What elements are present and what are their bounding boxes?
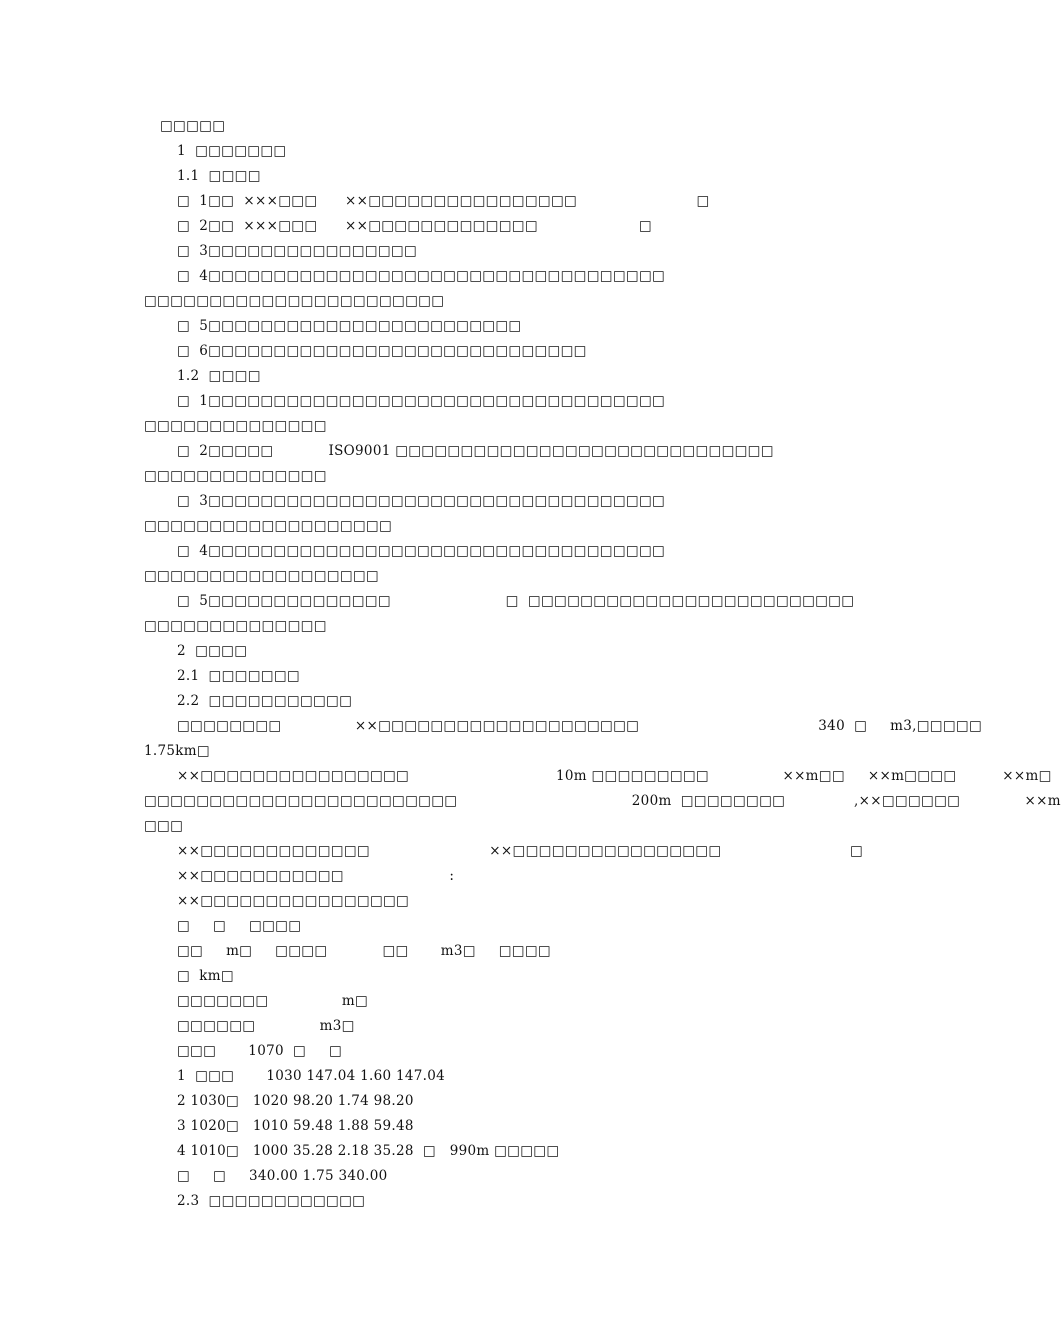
text-line: □□□□□□□□□□□□□□□□□□□	[144, 518, 393, 534]
text-line: □ 5□□□□□□□□□□□□□□□□□□□□□□□□	[177, 318, 522, 334]
text-line: 4 1010□ 1000 35.28 2.18 35.28 □ 990m □□□□□	[177, 1143, 560, 1159]
text-line: □□□	[144, 818, 184, 834]
text-line: 3 1020□ 1010 59.48 1.88 59.48	[177, 1118, 414, 1134]
text-line: □□□□□□ m3□	[177, 1018, 355, 1034]
text-line: □□□□□□□□□□□□□□	[144, 418, 327, 434]
text-line: □□□□□□□□□□□□□□□□□□□□□□□	[144, 293, 445, 309]
text-line: □□□□□□□ m□	[177, 993, 369, 1009]
text-line: 2.3 □□□□□□□□□□□□	[177, 1193, 366, 1209]
text-line: □ 4□□□□□□□□□□□□□□□□□□□□□□□□□□□□□□□□□□□	[177, 543, 666, 559]
text-line: □ 3□□□□□□□□□□□□□□□□□□□□□□□□□□□□□□□□□□□	[177, 493, 666, 509]
text-line: □□□ 1070 □ □	[177, 1043, 343, 1059]
text-line: 1.75km□	[144, 743, 210, 759]
text-line: 2 1030□ 1020 98.20 1.74 98.20	[177, 1093, 414, 1109]
text-line: ××□□□□□□□□□□□□□ ××□□□□□□□□□□□□□□□□ □	[177, 843, 864, 859]
text-line: 1 □□□□□□□	[177, 143, 287, 159]
text-line: □ 5□□□□□□□□□□□□□□ □ □□□□□□□□□□□□□□□□□□□□□□□□□	[177, 593, 855, 609]
text-line: ××□□□□□□□□□□□□□□□□	[177, 893, 410, 909]
text-line: □ 1□□□□□□□□□□□□□□□□□□□□□□□□□□□□□□□□□□□	[177, 393, 666, 409]
text-line: □□□□□□□□□□□□□□□□□□□□□□□□ 200m □□□□□□□□ ,××□□□□□□ ××m	[144, 793, 1061, 809]
text-line: □□□□□□□□□□□□□□	[144, 468, 327, 484]
text-line: □ km□	[177, 968, 234, 984]
text-line: □□□□□□□□□□□□□□	[144, 618, 327, 634]
text-line: 1.2 □□□□	[177, 368, 261, 384]
text-line: □ 1□□ ×××□□□ ××□□□□□□□□□□□□□□□□ □	[177, 193, 710, 209]
text-line: □ 2□□□□□ ISO9001 □□□□□□□□□□□□□□□□□□□□□□□□□□□□□	[177, 443, 774, 459]
text-line: 2 □□□□	[177, 643, 248, 659]
text-line: 2.2 □□□□□□□□□□□	[177, 693, 353, 709]
text-line: □ 4□□□□□□□□□□□□□□□□□□□□□□□□□□□□□□□□□□□	[177, 268, 666, 284]
text-line: 1.1 □□□□	[177, 168, 261, 184]
text-line: 1 □□□ 1030 147.04 1.60 147.04	[177, 1068, 446, 1084]
text-line: 2.1 □□□□□□□	[177, 668, 300, 684]
text-line: □□□□□	[160, 118, 226, 134]
text-line: □ □ 340.00 1.75 340.00	[177, 1168, 388, 1184]
text-line: □□□□□□□□ ××□□□□□□□□□□□□□□□□□□□□ 340 □ m3,□□□□□	[177, 718, 983, 734]
text-line: □ □ □□□□	[177, 918, 302, 934]
text-line: □□ m□ □□□□ □□ m3□ □□□□	[177, 943, 551, 959]
text-line: ××□□□□□□□□□□□□□□□□ 10m □□□□□□□□□ ××m□□ ××m□□□□ ××m□	[177, 768, 1052, 784]
text-line: ××□□□□□□□□□□□ :	[177, 868, 455, 884]
text-line: □ 2□□ ×××□□□ ××□□□□□□□□□□□□□ □	[177, 218, 652, 234]
text-line: □□□□□□□□□□□□□□□□□□	[144, 568, 379, 584]
text-line: □ 3□□□□□□□□□□□□□□□□	[177, 243, 418, 259]
text-line: □ 6□□□□□□□□□□□□□□□□□□□□□□□□□□□□□	[177, 343, 587, 359]
